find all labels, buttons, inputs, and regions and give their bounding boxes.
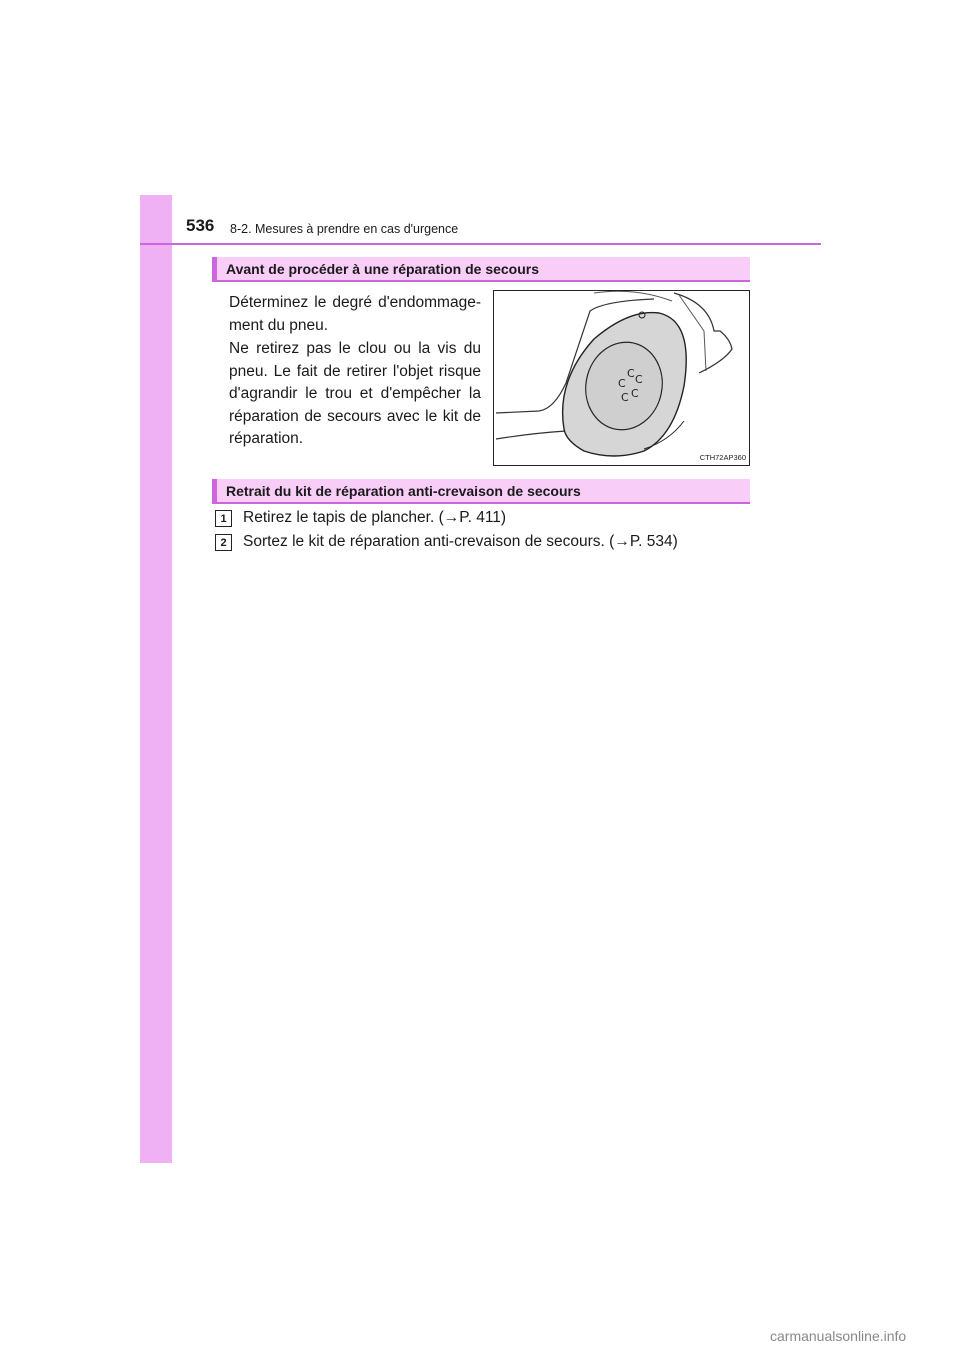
svg-text:C: C (621, 391, 629, 404)
svg-text:C: C (635, 373, 643, 386)
svg-text:C: C (627, 367, 635, 380)
page-number: 536 (186, 216, 215, 235)
side-band (140, 195, 172, 1163)
section-heading-1-text: Avant de procéder à une réparation de secours (226, 261, 540, 277)
chapter-title: 8-2. Mesures à prendre en cas d'urgence (230, 222, 459, 236)
figure-code: CTH72AP360 (699, 453, 746, 462)
header-rule (140, 243, 821, 245)
step-number-box: 1 (215, 510, 232, 527)
section-heading-2 (212, 479, 750, 504)
svg-text:C: C (618, 377, 626, 390)
step-number-box: 2 (215, 534, 232, 551)
tire-illustration (493, 290, 750, 466)
spare-tire-drawing (494, 291, 749, 465)
footer-watermark: carmanualsonline.info (770, 1328, 907, 1344)
section-heading-2-text: Retrait du kit de réparation anti-crevaison de secours (226, 483, 581, 499)
svg-text:C: C (631, 387, 639, 400)
step-text: Retirez le tapis de plancher. (→P. 411) (243, 509, 507, 526)
step-text: Sortez le kit de réparation anti-crevaison de secours. (→P. 534) (243, 533, 678, 550)
section-heading-1 (212, 257, 750, 282)
paragraph-damage: Déterminez le degré d'endommage-ment du pneu. (229, 294, 481, 334)
paragraph-nail-warning: Ne retirez pas le clou ou la vis du pneu. Le fait de retirer l'objet risque d'agrandir le trou et d'empêcher la réparation de secours avec le kit de réparation. (229, 340, 481, 447)
